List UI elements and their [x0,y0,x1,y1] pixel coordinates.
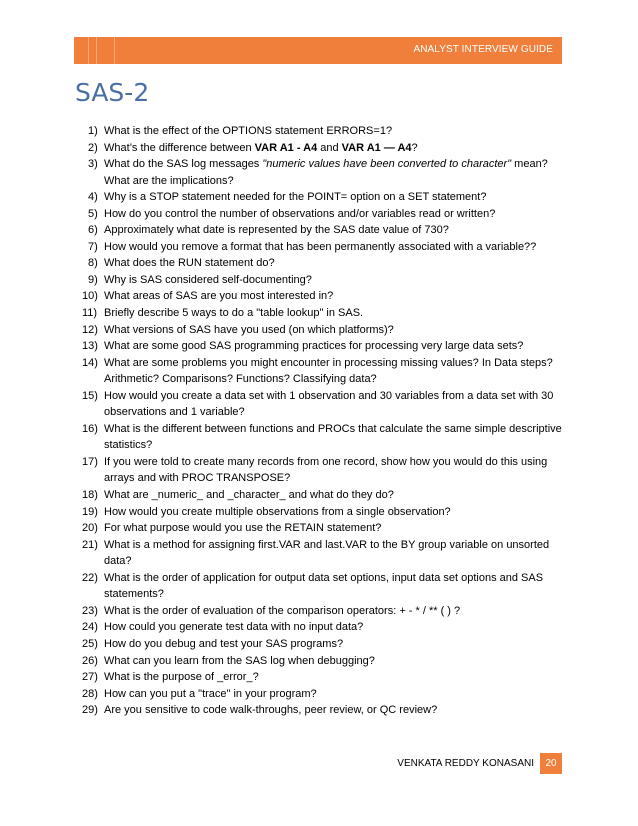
header-title: ANALYST INTERVIEW GUIDE [413,44,553,55]
question-text: What’s the difference between VAR A1 - A4 and VAR A1 — A4? [104,141,418,154]
question-item [74,487,566,504]
question-number: 6) [88,224,98,237]
question-item [74,255,566,272]
header-stripe [114,37,115,64]
question-item [74,570,566,603]
question-number: 10) [82,290,98,303]
question-text: Approximately what date is represented by the SAS date value of 730? [104,224,449,237]
question-number: 4) [88,191,98,204]
question-text: How do you control the number of observations and/or variables read or written? [104,207,496,220]
header-stripe [88,37,89,64]
question-text: How would you create a data set with 1 observation and 30 variables from a data set with 30 observations and 1 variable? [104,389,554,419]
question-text: What is the order of evaluation of the comparison operators: + - * / ** ( ) ? [104,604,461,617]
question-item [74,520,566,537]
question-text: If you were told to create many records from one record, show how you would do this using arrays and with PROC TRANSPOSE? [104,455,548,485]
question-text: What are _numeric_ and _character_ and what do they do? [104,489,394,502]
question-number: 5) [88,207,98,220]
question-item [74,322,566,339]
question-text: What versions of SAS have you used (on which platforms)? [104,323,394,336]
question-number: 21) [82,538,98,551]
question-text: How could you generate test data with no input data? [104,621,364,634]
question-number: 17) [82,455,98,468]
question-text: Why is SAS considered self-documenting? [104,273,312,286]
question-text: Are you sensitive to code walk-throughs, peer review, or QC review? [104,704,438,717]
question-item [74,653,566,670]
question-number: 23) [82,604,98,617]
question-number: 13) [82,340,98,353]
question-number: 27) [82,671,98,684]
question-item [74,619,566,636]
question-text: How can you put a "trace" in your program? [104,687,317,700]
question-number: 22) [82,571,98,584]
page-number: 20 [540,753,562,774]
question-item [74,603,566,620]
question-item [74,504,566,521]
question-number: 8) [88,257,98,270]
question-item [74,388,566,421]
question-text: Why is a STOP statement needed for the POINT= option on a SET statement? [104,191,487,204]
question-text: What can you learn from the SAS log when debugging? [104,654,375,667]
question-item [74,239,566,256]
question-number: 15) [82,389,98,402]
question-text: Briefly describe 5 ways to do a "table lookup" in SAS. [104,307,364,320]
question-item [74,537,566,570]
question-number: 16) [82,422,98,435]
question-text: What areas of SAS are you most interested in? [104,290,334,303]
question-item [74,123,566,140]
footer [397,753,562,774]
question-item [74,156,566,189]
question-number: 1) [88,125,98,137]
question-item [74,189,566,206]
question-number: 29) [82,704,98,717]
question-text: What does the RUN statement do? [104,257,275,270]
question-item [74,636,566,653]
question-text: What is the effect of the OPTIONS statement ERRORS=1? [104,125,393,137]
question-number: 12) [82,323,98,336]
question-number: 24) [82,621,98,634]
header-stripe [96,37,97,64]
question-number: 2) [88,141,98,154]
question-number: 7) [88,240,98,253]
question-item [74,272,566,289]
question-text: What are some problems you might encounter in processing missing values? In Data steps? Arithmetic? Comparisons? Functions? Classifying data? [104,356,553,386]
question-number: 28) [82,687,98,700]
question-item [74,454,566,487]
question-number: 9) [88,273,98,286]
question-item [74,206,566,223]
question-number: 18) [82,489,98,502]
question-number: 20) [82,522,98,535]
question-item [74,686,566,703]
question-number: 25) [82,637,98,650]
question-item [74,222,566,239]
question-text: How do you debug and test your SAS programs? [104,637,344,650]
question-item [74,421,566,454]
question-item [74,669,566,686]
question-item [74,338,566,355]
question-item [74,702,566,719]
question-text: What is the purpose of _error_? [104,671,259,684]
question-text: What is the order of application for output data set options, input data set options and SAS statements? [104,571,544,601]
question-item [74,305,566,322]
question-item [74,140,566,157]
question-number: 11) [82,307,98,320]
page-title: SAS-2 [75,78,150,107]
footer-author: VENKATA REDDY KONASANI [397,758,534,769]
question-text: What are some good SAS programming practices for processing very large data sets? [104,340,524,353]
question-text: What is a method for assigning first.VAR and last.VAR to the BY group variable on unsorted data? [104,538,550,568]
question-number: 19) [82,505,98,518]
question-number: 26) [82,654,98,667]
header-bar [74,37,562,64]
question-number: 14) [82,356,98,369]
question-text: For what purpose would you use the RETAIN statement? [104,522,382,535]
question-number: 3) [88,158,98,171]
question-item [74,355,566,388]
question-text: What is the different between functions and PROCs that calculate the same simple descriptive statistics? [104,422,562,452]
question-text: How would you remove a format that has been permanently associated with a variable?? [104,240,537,253]
question-text: How would you create multiple observations from a single observation? [104,505,451,518]
question-item [74,288,566,305]
question-text: What do the SAS log messages "numeric values have been converted to character" mean? What are the implications? [104,158,548,187]
question-list [74,123,566,719]
